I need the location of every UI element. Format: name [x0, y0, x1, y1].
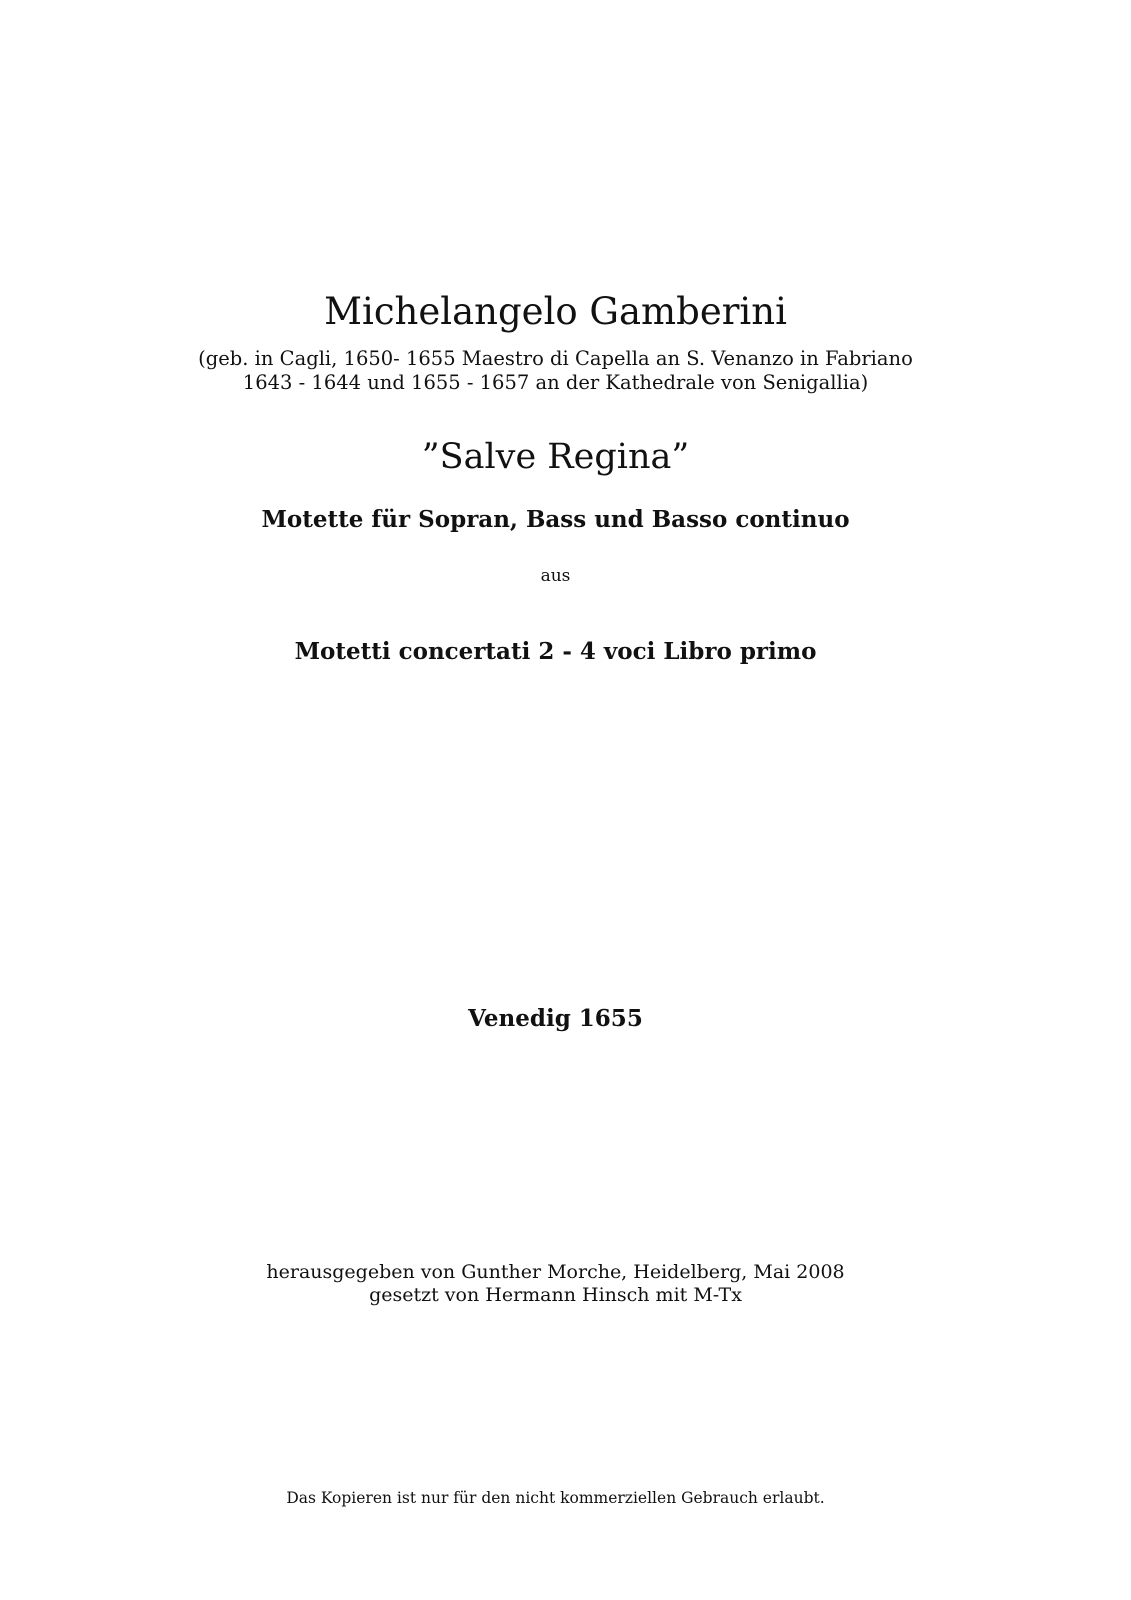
- typesetter-credit: gesetzt von Hermann Hinsch mit M-Tx: [369, 1284, 742, 1306]
- copyright-notice: Das Kopieren ist nur für den nicht kommerziellen Gebrauch erlaubt.: [286, 1489, 825, 1507]
- work-subtitle: Motette für Sopran, Bass und Basso continuo: [261, 506, 850, 533]
- source-connector: aus: [540, 566, 571, 586]
- work-title: ”Salve Regina”: [421, 437, 690, 477]
- composer-bio-line-2: 1643 - 1644 und 1655 - 1657 an der Kathedrale von Senigallia): [242, 371, 869, 394]
- composer-bio-line-1: (geb. in Cagli, 1650- 1655 Maestro di Capella an S. Venanzo in Fabriano: [198, 347, 913, 370]
- collection-title: Motetti concertati 2 - 4 voci Libro primo: [294, 638, 817, 665]
- publication-place-date: Venedig 1655: [468, 1005, 643, 1032]
- editor-credit: herausgegeben von Gunther Morche, Heidelberg, Mai 2008: [266, 1261, 845, 1283]
- composer-name: Michelangelo Gamberini: [324, 290, 787, 333]
